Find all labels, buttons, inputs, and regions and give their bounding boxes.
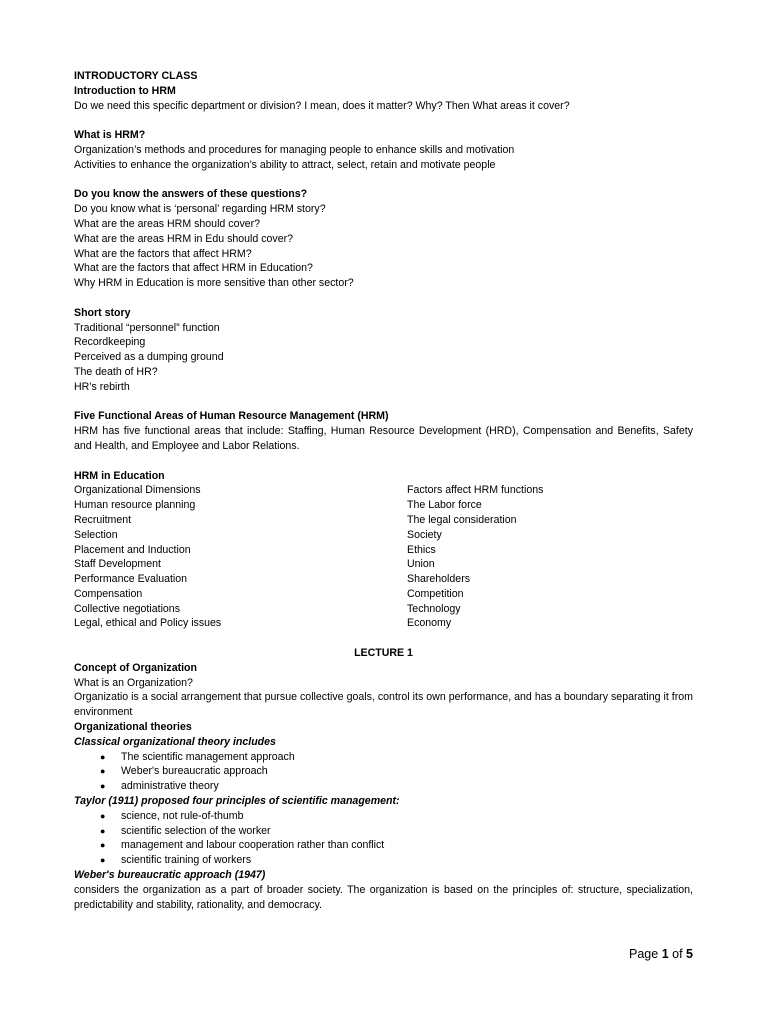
bullet-icon: ● [100,840,106,851]
page-label: Page [629,947,659,961]
factor-item: The legal consideration [407,513,517,526]
bullet-icon: ● [100,855,106,866]
page-current: 1 [661,947,669,961]
bullet-icon: ● [100,825,106,836]
intro-question: Do we need this specific department or division? I mean, does it matter? Why? Then What areas it cover? [74,99,570,112]
short-story-heading: Short story [74,306,131,319]
question-line: What are the factors that affect HRM in Education? [74,262,313,275]
five-areas-text: HRM has five functional areas that include: Staffing, Human Resource Development (HRD), Compensation and Benefits, Safety and Health, and Employee and Labor Relations. [74,425,693,452]
question-line: What are the factors that affect HRM? [74,247,252,260]
dimension-item: Organizational Dimensions [74,484,201,497]
hrm-education-heading: HRM in Education [74,469,165,482]
dimension-item: Performance Evaluation [74,573,188,586]
dimension-item: Recruitment [74,513,132,526]
classical-item: ● administrative theory [100,780,219,793]
intro-heading: INTRODUCTORY CLASS [74,70,198,82]
factor-item: Shareholders [407,573,471,586]
document-page [74,69,693,912]
short-story-line: HR’s rebirth [74,380,130,393]
intro-subheading: Introduction to HRM [74,84,176,97]
classical-item: ● Weber's bureaucratic approach [100,765,268,778]
dimension-item: Placement and Induction [74,543,191,556]
short-story-line: Perceived as a dumping ground [74,351,224,364]
concept-text: Organizatio is a social arrangement that pursue collective goals, control its own performance, and has a boundary separating it from environment [74,691,693,719]
page-number [629,946,693,962]
hrm-education-columns [74,483,693,631]
classical-item: ● The scientific management approach [100,750,295,763]
dimension-item: Collective negotiations [74,602,180,615]
factor-item: Ethics [407,543,436,556]
question-line: Do you know what is ‘personal’ regarding HRM story? [74,203,326,216]
what-is-hrm-heading: What is HRM? [74,129,146,142]
dimension-item: Legal, ethical and Policy issues [74,617,222,630]
what-is-hrm-line: Activities to enhance the organization’s ability to attract, select, retain and motivate people [74,158,496,171]
short-story-line: Recordkeeping [74,336,146,349]
taylor-list [74,809,693,868]
taylor-item: ● management and labour cooperation rather than conflict [100,839,385,852]
page-total: 5 [686,947,693,961]
factor-item: Union [407,558,435,571]
concept-question: What is an Organization? [74,676,193,689]
taylor-item: ● science, not rule-of-thumb [100,809,244,822]
page-of: of [672,947,683,961]
factor-item: The Labor force [407,499,482,512]
hrm-dimensions-column [74,483,407,631]
dimension-item: Selection [74,528,118,541]
five-areas-heading: Five Functional Areas of Human Resource Management (HRM) [74,410,389,423]
factor-item: Factors affect HRM functions [407,484,544,497]
theories-heading: Organizational theories [74,721,192,734]
classical-heading: Classical organizational theory includes [74,735,276,748]
short-story-line: Traditional “personnel” function [74,321,220,334]
factor-item: Economy [407,617,452,630]
concept-heading: Concept of Organization [74,661,198,674]
classical-list [74,750,693,794]
factor-item: Society [407,528,442,541]
bullet-icon: ● [100,781,106,792]
bullet-icon: ● [100,751,106,762]
lecture-title: LECTURE 1 [354,647,413,660]
questions-heading: Do you know the answers of these questions? [74,188,308,201]
question-line: Why HRM in Education is more sensitive than other sector? [74,277,354,290]
factor-item: Technology [407,602,461,615]
question-line: What are the areas HRM should cover? [74,217,261,230]
short-story-line: The death of HR? [74,365,158,378]
bullet-icon: ● [100,766,106,777]
question-line: What are the areas HRM in Edu should cover? [74,232,294,245]
hrm-factors-column [407,483,693,631]
weber-text: considers the organization as a part of broader society. The organization is based on the principles of: structure, specialization, predictability and stability, rationality, and democracy. [74,883,693,911]
bullet-icon: ● [100,810,106,821]
dimension-item: Compensation [74,587,143,600]
weber-heading: Weber's bureaucratic approach (1947) [74,869,266,882]
factor-item: Competition [407,587,464,600]
dimension-item: Human resource planning [74,499,196,512]
dimension-item: Staff Development [74,558,161,571]
taylor-item: ● scientific training of workers [100,854,252,867]
taylor-heading: Taylor (1911) proposed four principles of scientific management: [74,795,400,808]
what-is-hrm-line: Organization’s methods and procedures for managing people to enhance skills and motivation [74,143,515,156]
taylor-item: ● scientific selection of the worker [100,824,271,837]
